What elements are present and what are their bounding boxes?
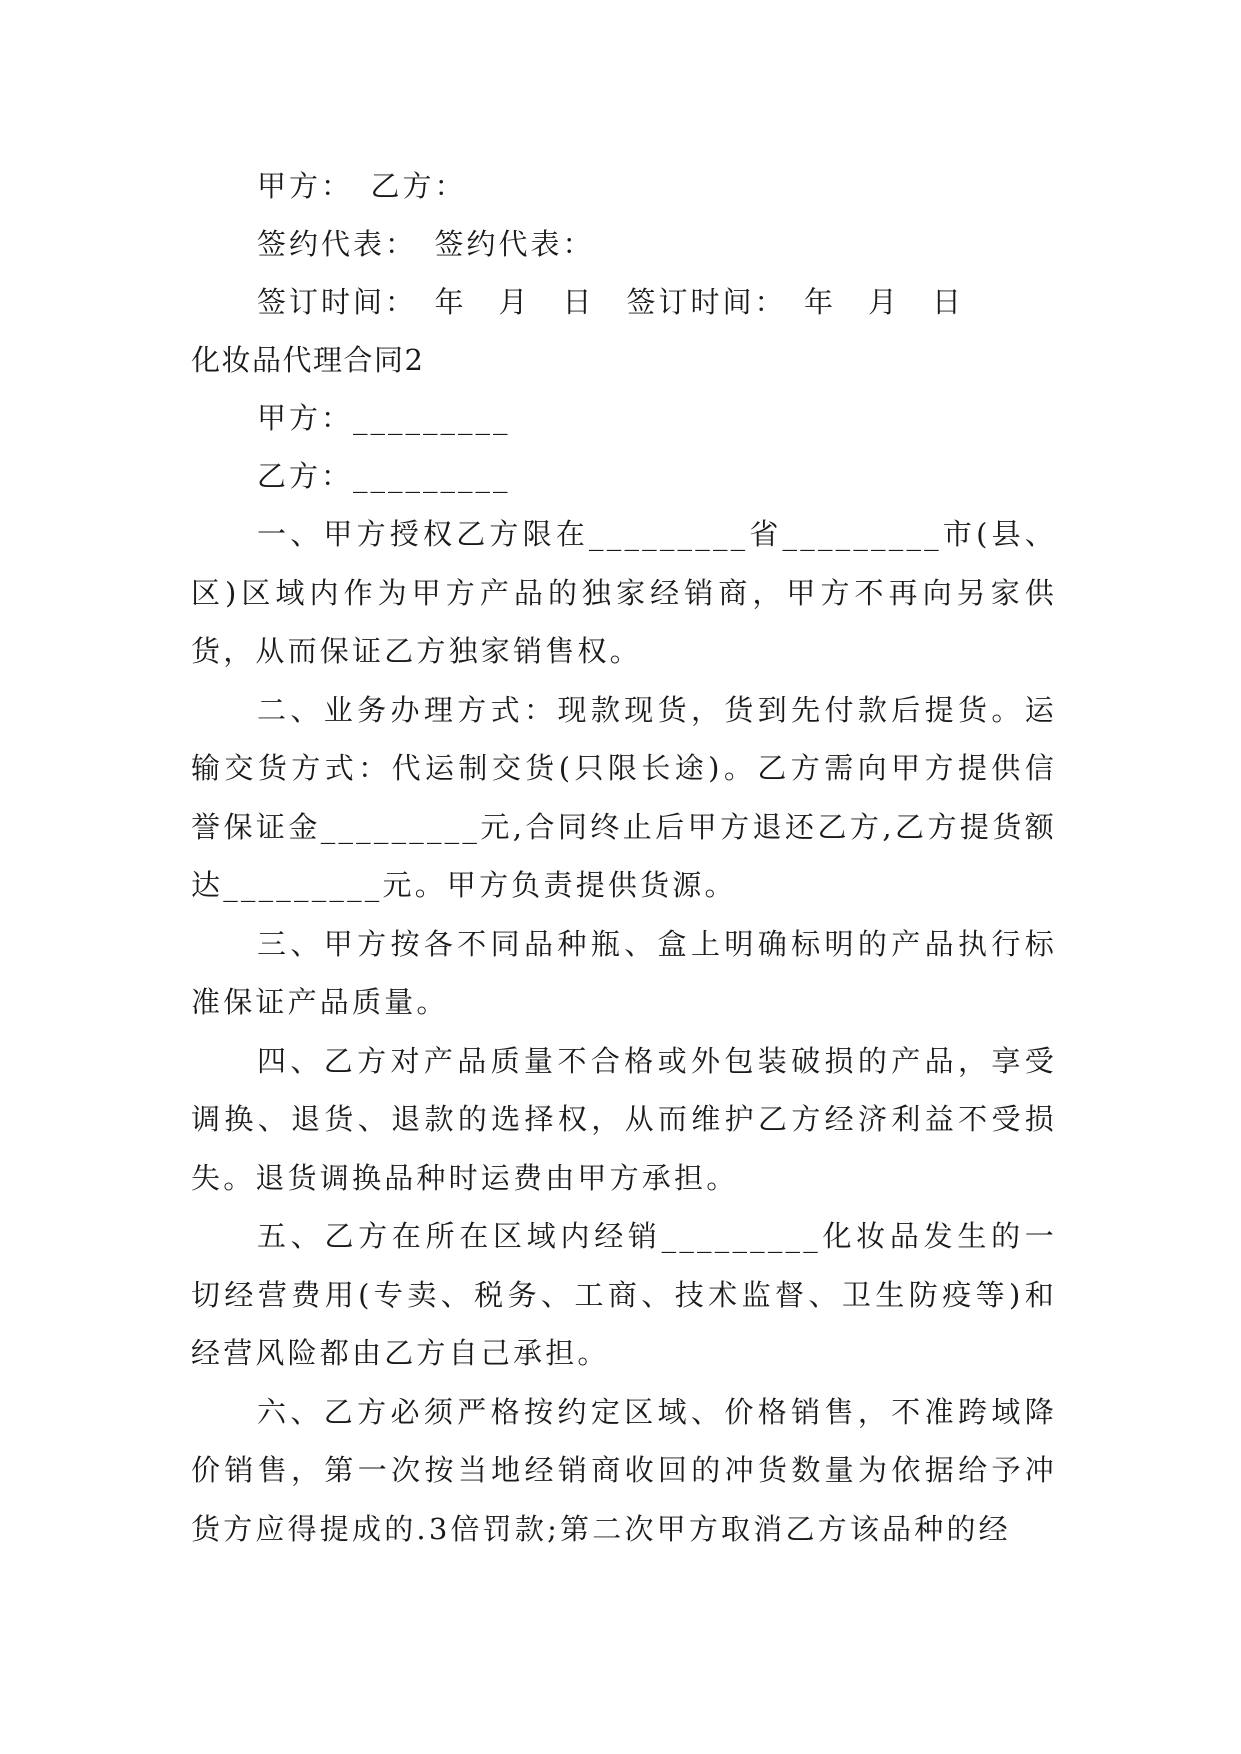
- party-a-line: 甲方：_________: [257, 401, 511, 435]
- clause-5: 五、乙方在所在区域内经销_________化妆品发生的一切经营费用(专卖、税务、工商、技术监督、卫生防疫等)和经营风险都由乙方自己承担。: [191, 1219, 1057, 1370]
- clause-3: 三、甲方按各不同品种瓶、盒上明确标明的产品执行标准保证产品质量。: [191, 926, 1057, 1019]
- signature-date-line: 签订时间： 年 月 日 签订时间： 年 月 日: [257, 285, 965, 319]
- clause-1: 一、甲方授权乙方限在_________省_________市(县、区)区域内作为甲方产品的独家经销商，甲方不再向另家供货，从而保证乙方独家销售权。: [191, 517, 1057, 668]
- contract-title: 化妆品代理合同2: [191, 343, 425, 377]
- signature-representatives-line: 签约代表： 签约代表：: [257, 227, 595, 261]
- clause-4: 四、乙方对产品质量不合格或外包装破损的产品，享受调换、退货、退款的选择权，从而维护乙方经济利益不受损失。退货调换品种时运费由甲方承担。: [191, 1043, 1057, 1195]
- clause-2: 二、业务办理方式：现款现货，货到先付款后提货。运输交货方式：代运制交货(只限长途)。乙方需向甲方提供信誉保证金_________元,合同终止后甲方退还乙方,乙方提货额达_________元。甲方负责提供货源。: [191, 692, 1057, 902]
- signature-parties-line: 甲方： 乙方：: [257, 169, 467, 203]
- clause-6: 六、乙方必须严格按约定区域、价格销售，不准跨域降价销售，第一次按当地经销商收回的冲货数量为依据给予冲货方应得提成的.3倍罚款;第二次甲方取消乙方该品种的经: [191, 1394, 1057, 1546]
- party-b-line: 乙方：_________: [257, 459, 511, 493]
- document-body: [191, 157, 1057, 1558]
